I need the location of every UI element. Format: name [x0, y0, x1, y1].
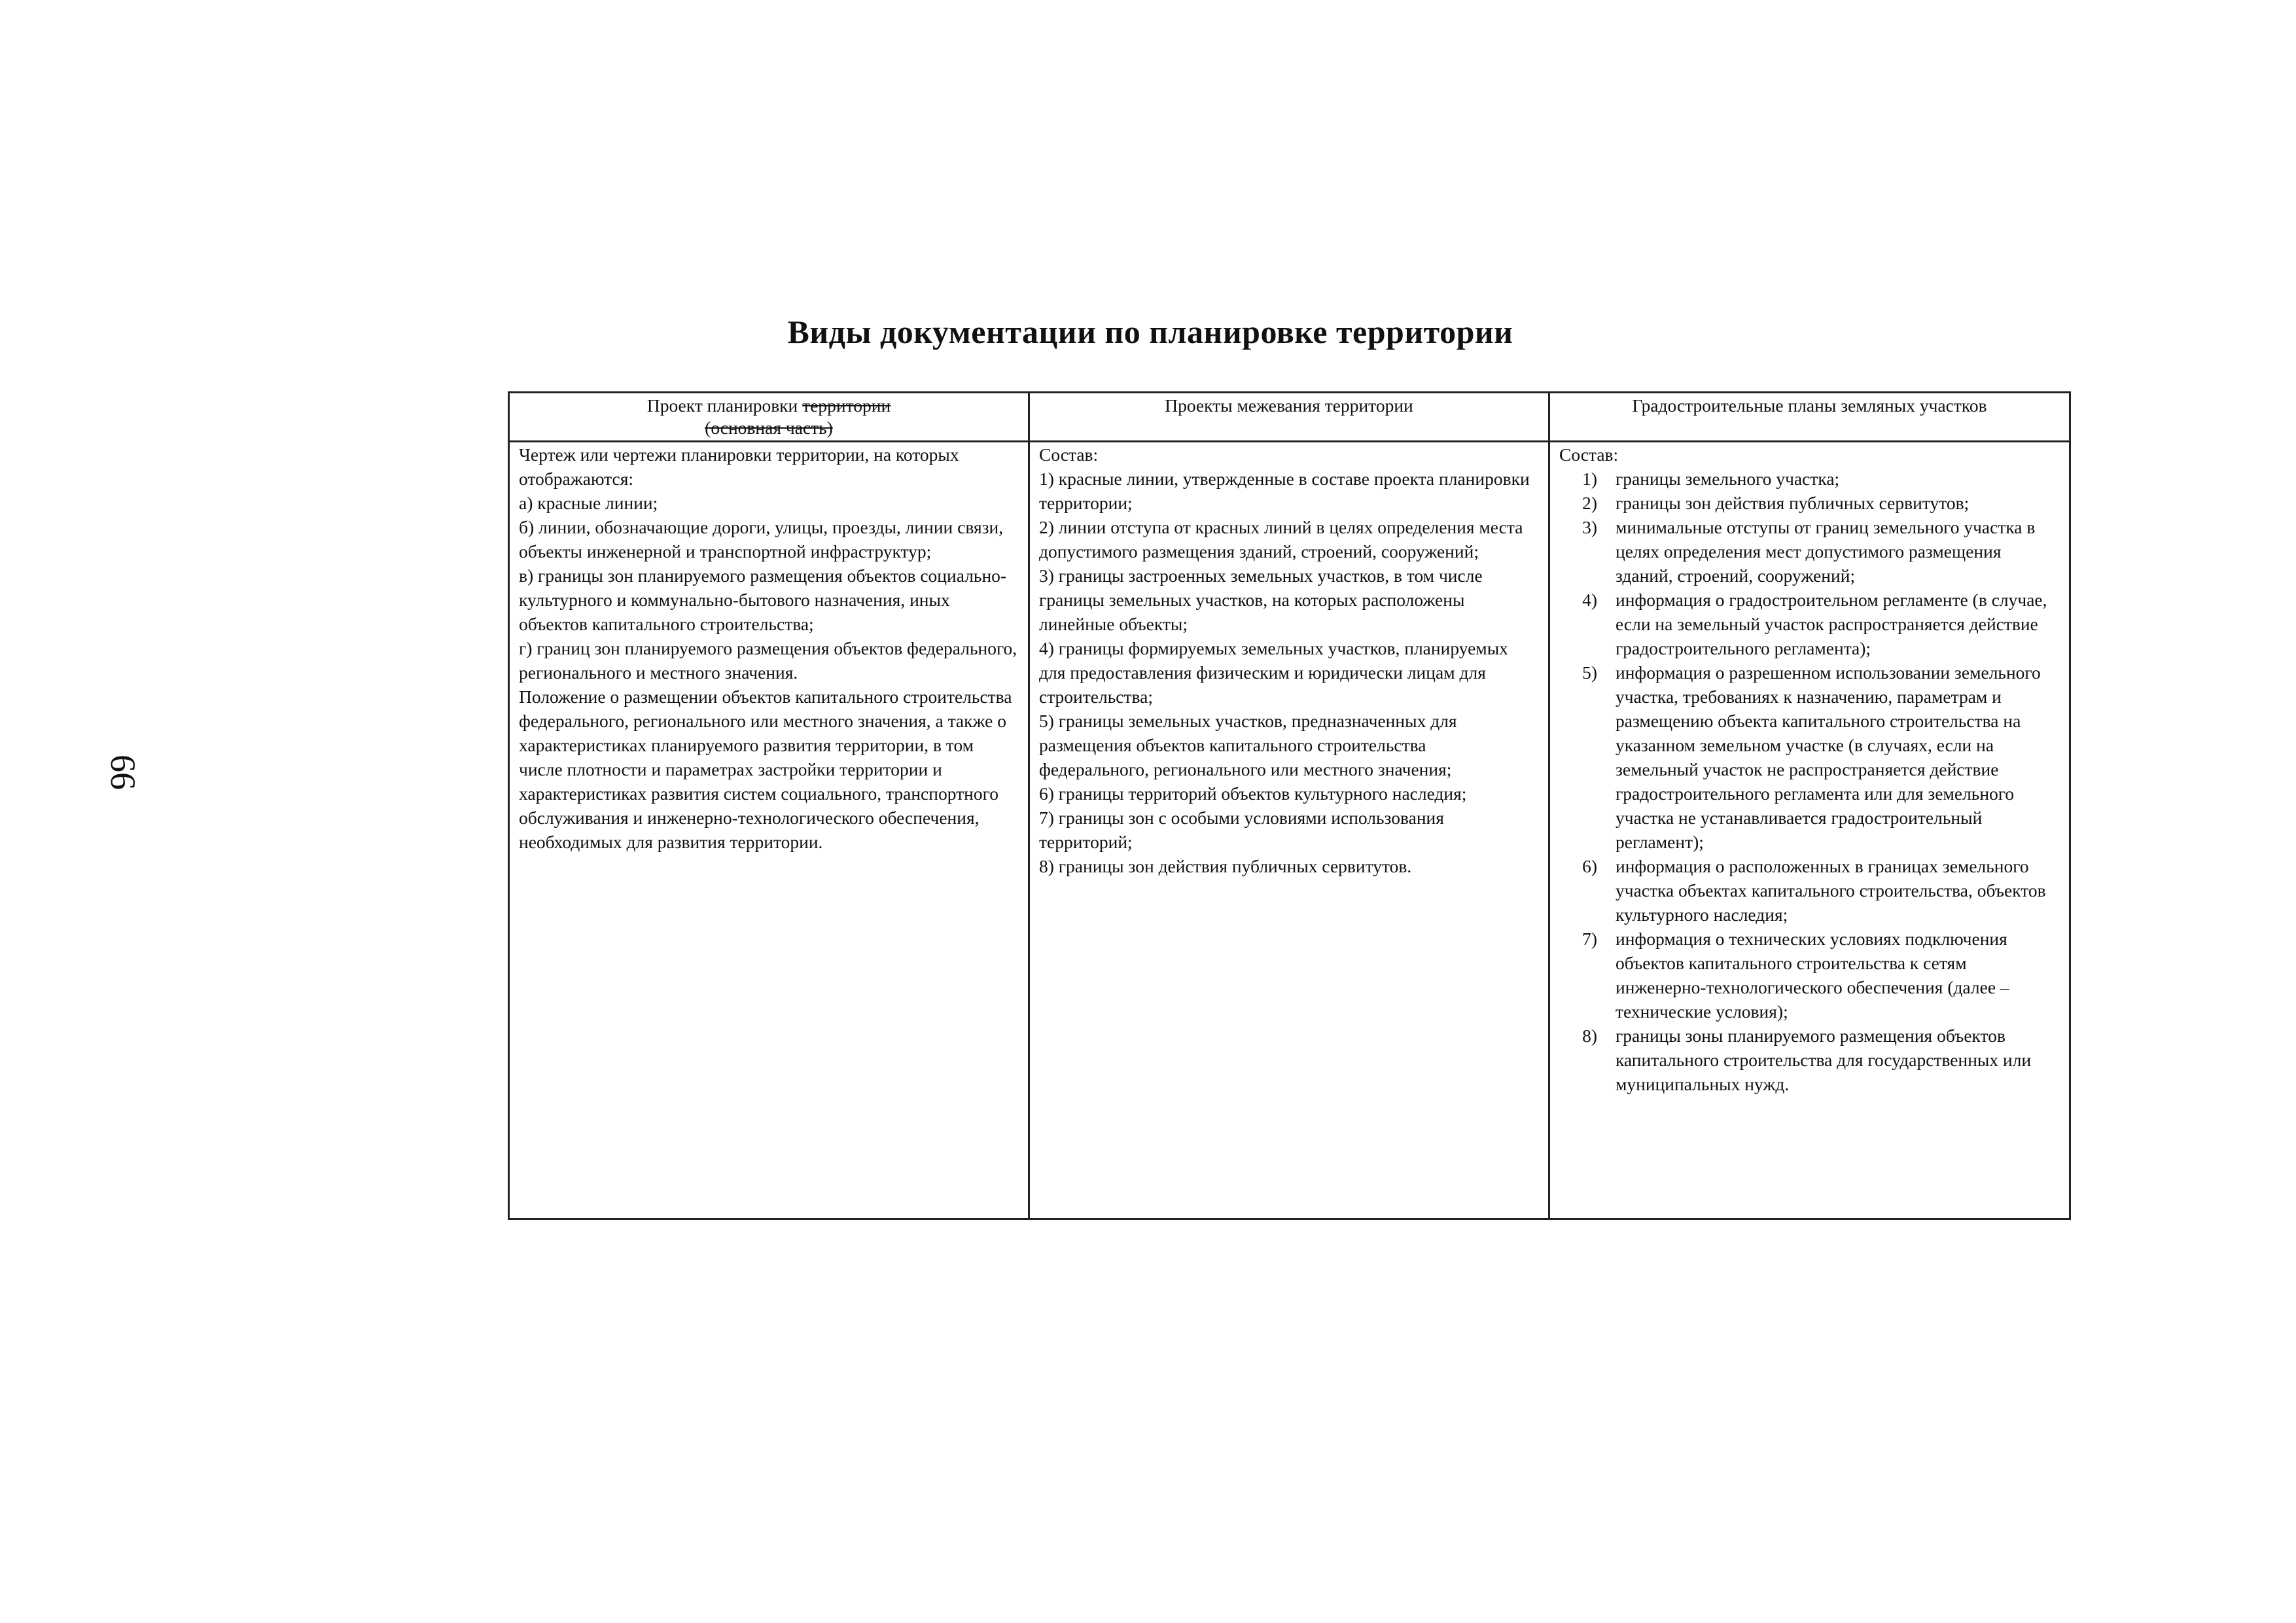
header-land-surveying-projects: Проекты межевания территории [1029, 393, 1549, 442]
numbered-list [1559, 467, 2060, 1096]
list-item: 6) границы территорий объектов культурного наследия; [1039, 783, 1467, 804]
composition-label: Состав: [1039, 444, 1099, 465]
list-item [1559, 588, 2060, 660]
header-struck-word: территории [802, 395, 891, 416]
header-planning-project [509, 393, 1029, 442]
list-item [1559, 660, 2060, 854]
table-content-row [509, 442, 2070, 1219]
list-item [1559, 927, 2060, 1024]
item-text: информация о расположенных в границах земельного участка объектах капитального строительства, объектов культурного наследия; [1616, 856, 2046, 925]
list-item [1559, 854, 2060, 927]
item-number: 5) [1582, 662, 1597, 683]
list-item [1559, 1024, 2060, 1096]
item-text: информация о градостроительном регламенте (в случае, если на земельный участок распространяется действие градостроительного регламента); [1616, 590, 2047, 658]
list-item [1559, 491, 2060, 515]
item-text: границы зон действия публичных сервитутов; [1616, 493, 1969, 513]
list-item: Положение о размещении объектов капитального строительства федерального, регионального или местного значения, а также о характеристиках планируемого развития территории, в том числе плотности и параметрах застройки территории и характеристиках развития систем социального, транспортного обслуживания и инженерно-технологического обеспечения, необходимых для развития территории. [519, 687, 1012, 852]
item-text: информация о разрешенном использовании земельного участка, требованиях к назначению, параметрам и размещению объекта капитального строительства на указанном земельном участке (в случаях, если на земельный участок не распространяется действие градостроительного регламента или для земельного участка не устанавливается градостроительный регламент); [1616, 662, 2041, 852]
list-item: 4) границы формируемых земельных участков, планируемых для предоставления физическим и юридически лицам для строительства; [1039, 638, 1508, 707]
list-item: 7) границы зон с особыми условиями использования территорий; [1039, 808, 1444, 852]
list-item: г) границ зон планируемого размещения объектов федерального, регионального и местного значения. [519, 638, 1017, 683]
item-number: 3) [1582, 517, 1597, 537]
list-item: Чертеж или чертежи планировки территории, на которых отображаются: [519, 444, 959, 489]
item-text: границы земельного участка; [1616, 469, 1840, 489]
item-number: 7) [1582, 929, 1597, 949]
list-item: б) линии, обозначающие дороги, улицы, проезды, линии связи, объекты инженерной и транспортной инфраструктур; [519, 517, 1004, 562]
list-item [1559, 515, 2060, 588]
item-number: 4) [1582, 590, 1597, 610]
item-number: 1) [1582, 469, 1597, 489]
list-item: 1) красные линии, утвержденные в составе проекта планировки территории; [1039, 469, 1530, 513]
item-number: 2) [1582, 493, 1597, 513]
item-text: информация о технических условиях подключения объектов капитального строительства к сетям инженерно-технологического обеспечения (далее – технические условия); [1616, 929, 2009, 1022]
list-item: 8) границы зон действия публичных сервитутов. [1039, 856, 1412, 876]
header-struck-subtitle: (основная часть) [705, 418, 833, 438]
composition-label: Состав: [1559, 444, 1619, 465]
list-item: 3) границы застроенных земельных участков, в том числе границы земельных участков, на которых расположены линейные объекты; [1039, 565, 1483, 634]
header-urban-plans: Градостроительные планы земляных участков [1549, 393, 2070, 442]
list-item: 5) границы земельных участков, предназначенных для размещения объектов капитального строительства федерального, регионального или местного значения; [1039, 711, 1457, 779]
list-item [1559, 467, 2060, 491]
document-title: Виды документации по планировке территории [787, 313, 1513, 350]
item-number: 8) [1582, 1026, 1597, 1046]
cell-planning-project [509, 442, 1029, 1219]
item-number: 6) [1582, 856, 1597, 876]
list-item: в) границы зон планируемого размещения объектов социально-культурного и коммунально-бытового назначения, иных объектов капитального строительства; [519, 565, 1007, 634]
cell-land-surveying [1029, 442, 1549, 1219]
page-number: 66 [103, 755, 143, 790]
cell-urban-plans [1549, 442, 2070, 1219]
list-item: а) красные линии; [519, 493, 658, 513]
table-header-row [509, 393, 2070, 442]
list-item: 2) линии отступа от красных линий в целях определения места допустимого размещения зданий, строений, сооружений; [1039, 517, 1523, 562]
item-text: минимальные отступы от границ земельного участка в целях определения мест допустимого размещения зданий, строений, сооружений; [1616, 517, 2036, 586]
item-text: границы зоны планируемого размещения объектов капитального строительства для государственных или муниципальных нужд. [1616, 1026, 2032, 1094]
header-planning-project-label: Проект планировки [646, 395, 798, 416]
documentation-types-table [508, 391, 2071, 1220]
